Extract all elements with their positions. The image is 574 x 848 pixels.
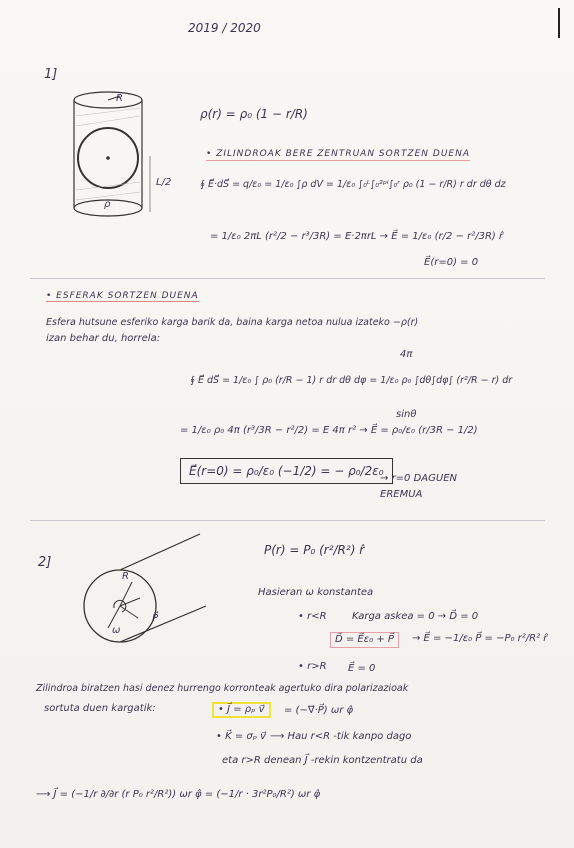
- sphere-note-2: EREMUA: [380, 489, 423, 500]
- text-zilindroa-2: sortuta duen kargatik:: [44, 703, 156, 714]
- current-J-rest: = (−∇⃗·P⃗) ωr φ̂: [284, 705, 354, 716]
- current-K: • K⃗ = σₚ v⃗: [216, 731, 267, 742]
- case1-D-box: D⃗ = E⃗ε₀ + P⃗: [330, 632, 399, 648]
- gauss-line-1: ∮ E⃗·dS⃗ = q/ε₀ = 1/ε₀ ∫ρ dV = 1/ε₀ ∫₀ᴸ∫₀²ᵖⁱ∫₀ʳ ρ₀ (1 − r/R) r dr dθ dz: [200, 179, 506, 190]
- fig-label-R: R: [122, 571, 129, 582]
- fig-label-P: P⃗: [152, 613, 159, 624]
- section2-number: 2]: [38, 555, 52, 570]
- sphere-eq-2: = 1/ε₀ ρ₀ 4π (r³/3R − r²/2) = E 4π r² → E⃗ = ρ₀/ε₀ (r/3R − 1/2): [180, 425, 478, 436]
- text-hasieran: Hasieran ω konstantea: [258, 587, 374, 598]
- gauss-line-2: = 1/ε₀ 2πL (r²/2 − r³/3R) = E·2πrL → E⃗ = 1/ε₀ (r/2 − r²/3R) r̂: [210, 231, 504, 242]
- density-formula: ρ(r) = ρ₀ (1 − r/R): [200, 107, 308, 121]
- sphere-text-1: Esfera hutsune esferiko karga barik da, baina karga netoa nulua izateko −ρ(r): [46, 317, 419, 328]
- separator-2: [30, 520, 545, 521]
- page-edge-mark: [558, 8, 560, 38]
- section1-number: 1]: [44, 67, 58, 82]
- header-year: 2019 / 2020: [188, 21, 261, 35]
- sphere-eq-1: ∮ E⃗ dS⃗ = 1/ε₀ ∫ ρ₀ (r/R − 1) r dr dθ dφ = 1/ε₀ ρ₀ ∫dθ∫dφ∫ (r²/R − r) dr: [190, 375, 513, 386]
- final-equation: ⟶ J⃗ = (−1/r ∂/∂r (r P₀ r²/R²)) ωr φ̂ = (−1/r · 3r²P₀/R²) ωr φ̂: [36, 789, 321, 800]
- current-J-box: • J⃗ = ρₚ v⃗: [212, 702, 271, 718]
- text-zilindroa-1: Zilindroa biratzen hasi denez hurrengo korronteak agertuko dira polarizazioak: [36, 683, 409, 694]
- case1-cond: • r<R: [298, 611, 327, 622]
- polarization-formula: P(r) = P₀ (r²/R²) r̂: [264, 543, 365, 557]
- cylinder-sphere-figure: [66, 86, 176, 226]
- case2-E: E⃗ = 0: [348, 663, 376, 674]
- heading-sphere: • ESFERAK SORTZEN DUENA: [46, 291, 199, 301]
- sphere-boxed-result: E⃗(r=0) = ρ₀/ε₀ (−1/2) = − ρ₀/2ε₀: [180, 458, 393, 484]
- sphere-text-2: izan behar du, horrela:: [46, 333, 161, 344]
- text-eta: eta r>R denean J⃗ -rekin kontzentratu da: [222, 755, 423, 766]
- gauss-result: E⃗(r=0) = 0: [424, 257, 479, 268]
- heading-cylinder: • ZILINDROAK BERE ZENTRUAN SORTZEN DUENA: [206, 149, 470, 159]
- case1-text: Karga askea = 0 → D⃗ = 0: [352, 611, 479, 622]
- sphere-sin: sinθ: [396, 409, 417, 420]
- separator-1: [30, 278, 545, 279]
- sphere-4pi: 4π: [400, 349, 413, 360]
- current-K-rest: ⟶ Hau r<R -tik kanpo dago: [270, 731, 412, 742]
- rotating-cylinder-figure: [80, 526, 210, 646]
- sphere-note-1: → r=0 DAGUEN: [380, 473, 457, 484]
- case2-cond: • r>R: [298, 661, 327, 672]
- cyl-label-R: R: [116, 93, 123, 104]
- fig-label-omega: ω: [112, 625, 121, 636]
- cyl-label-rho: ρ: [104, 199, 111, 210]
- case1-E: → E⃗ = −1/ε₀ P⃗ = −P₀ r²/R² r̂: [412, 633, 548, 644]
- cyl-label-L2: L/2: [156, 177, 172, 188]
